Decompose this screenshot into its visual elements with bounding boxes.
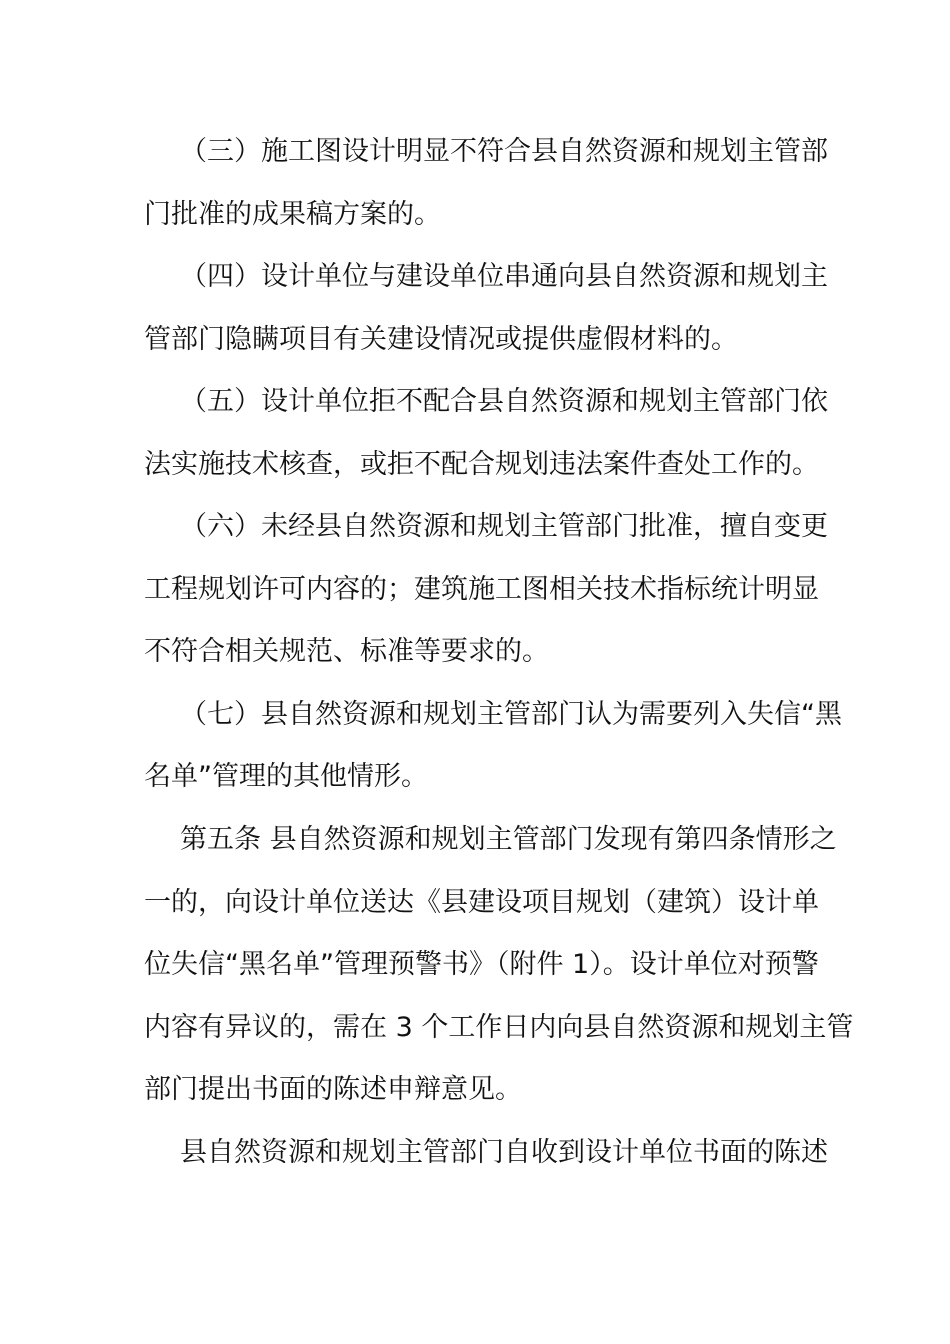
article-5-line-3: 位失信“黑名单”管理预警书》（附件 1）。设计单位对预警 xyxy=(144,949,819,980)
paragraph-6-line-2: 工程规划许可内容的；建筑施工图相关技术指标统计明显 xyxy=(144,574,819,605)
paragraph-4-line-1: （四）设计单位与建设单位串通向县自然资源和规划主 xyxy=(180,261,828,292)
article-5-line-1: 第五条 县自然资源和规划主管部门发现有第四条情形之 xyxy=(180,824,837,855)
paragraph-3-line-1: （三）施工图设计明显不符合县自然资源和规划主管部 xyxy=(180,136,828,167)
paragraph-6-line-3: 不符合相关规范、标准等要求的。 xyxy=(144,636,549,667)
article-5-line-4: 内容有异议的，需在 3 个工作日内向县自然资源和规划主管 xyxy=(144,1012,854,1043)
paragraph-3-line-2: 门批准的成果稿方案的。 xyxy=(144,199,441,230)
paragraph-7-line-2: 名单”管理的其他情形。 xyxy=(144,761,428,792)
paragraph-6-line-1: （六）未经县自然资源和规划主管部门批准，擅自变更 xyxy=(180,511,828,542)
paragraph-5-line-2: 法实施技术核查，或拒不配合规划违法案件查处工作的。 xyxy=(144,449,819,480)
article-5-line-2: 一的，向设计单位送达《县建设项目规划（建筑）设计单 xyxy=(144,887,819,918)
article-5-line-5: 部门提出书面的陈述申辩意见。 xyxy=(144,1074,522,1105)
paragraph-5-line-1: （五）设计单位拒不配合县自然资源和规划主管部门依 xyxy=(180,386,828,417)
paragraph-7-line-1: （七）县自然资源和规划主管部门认为需要列入失信“黑 xyxy=(180,699,842,730)
paragraph-4-line-2: 管部门隐瞒项目有关建设情况或提供虚假材料的。 xyxy=(144,324,738,355)
next-paragraph-line-1: 县自然资源和规划主管部门自收到设计单位书面的陈述 xyxy=(180,1137,828,1168)
